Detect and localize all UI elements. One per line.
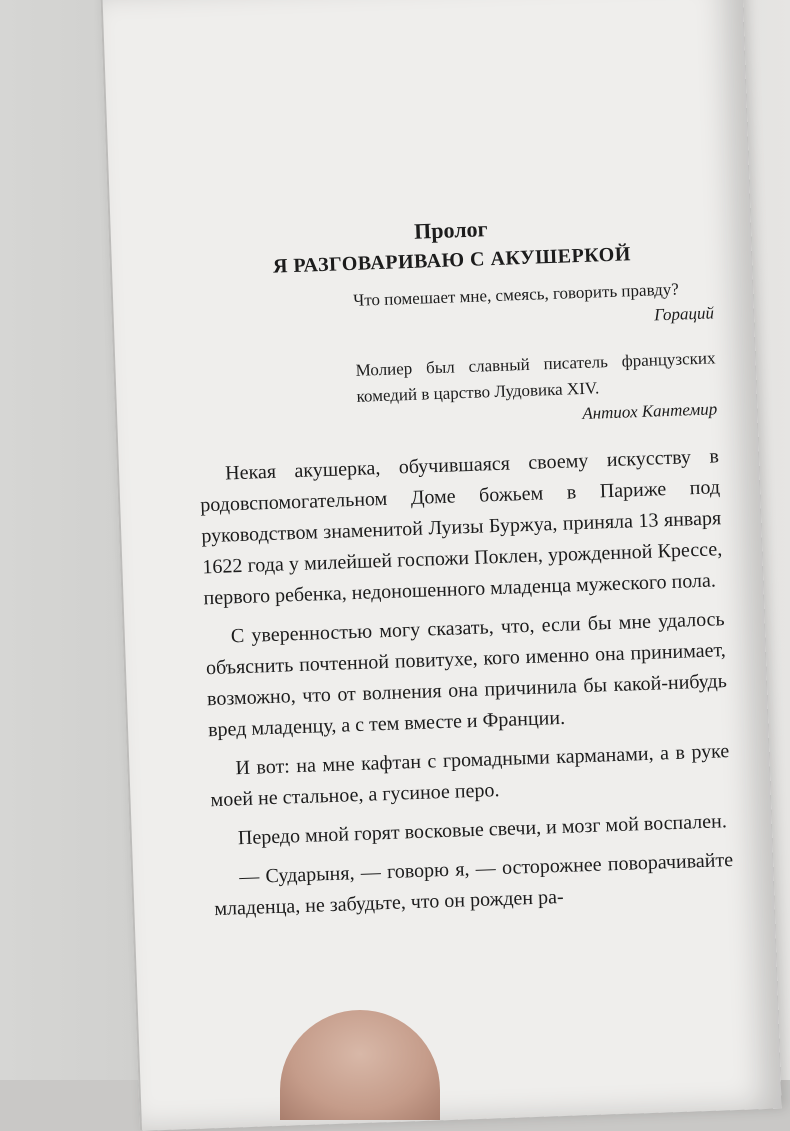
epigraph (195, 345, 717, 437)
epigraph-author: Гораций (653, 303, 715, 325)
epigraph (193, 275, 714, 341)
paragraph: С уверенностью могу сказать, что, если бы мне удалось объяснить почтенной повитухе, кого именно она принимает, возможно, что от волнения она причинила бы какой-нибудь вред младенцу, а с тем вместе и Франции. (205, 608, 728, 742)
epigraph-author: Антиох Кантемир (581, 399, 718, 423)
paragraph: Передо мной горят восковые свечи, и мозг мой воспален. (237, 810, 728, 850)
book-page (100, 0, 781, 1131)
epigraph-text: Молиер был славный писатель французских комедий в царство Лудовика XIV. (355, 348, 716, 406)
epigraph-text: Что помешает мне, смеясь, говорить правду? (352, 279, 680, 310)
paragraph: И вот: на мне кафтан с громадными карманами, а в руке моей не стальное, а гусиное перо. (210, 740, 730, 812)
prologue-heading: Пролог (413, 216, 488, 244)
paragraph: — Сударыня, — говорю я, — осторожнее поворачивайте младенца, не забудьте, что он рожден ра- (214, 849, 734, 921)
body-text (199, 441, 735, 925)
paragraph: Некая акушерка, обучившаяся своему искусству в родовспомогательном Доме божьем в Париже под руководством знаменитой Луизы Буржуа, приняла 13 января 1622 года у милейшей госпожи Поклен, урожденной Крессе, первого ребенка, недоношенного младенца мужеского пола. (199, 445, 723, 610)
chapter-title: Я РАЗГОВАРИВАЮ С АКУШЕРКОЙ (272, 243, 632, 278)
page-content (190, 190, 735, 933)
